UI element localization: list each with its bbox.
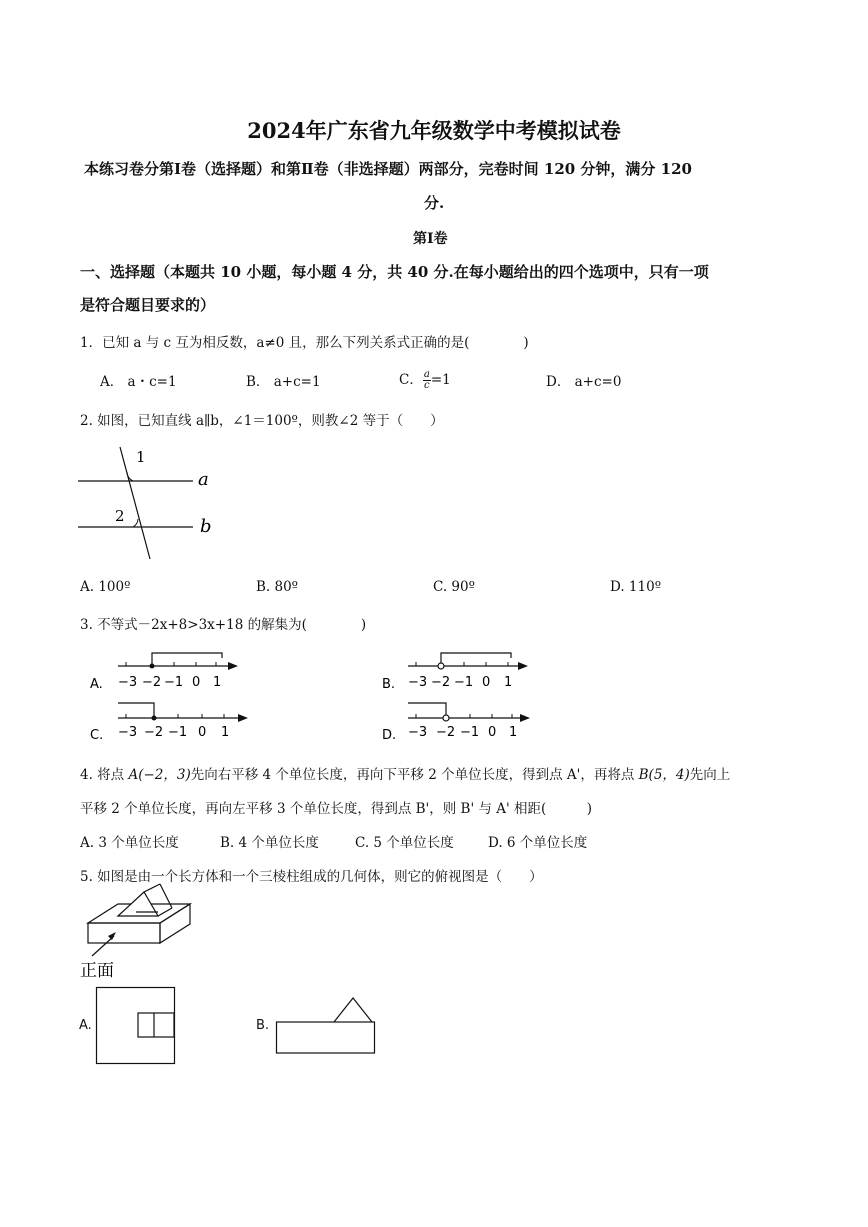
q4-line-1-pre: 4. 将点 [80, 767, 129, 783]
q4-option-d: D. 6 个单位长度 [488, 835, 588, 851]
line-a-label: a [198, 469, 209, 490]
q1-option-d: D． a+c=0 [546, 374, 622, 390]
q2-option-b: B. 80º [256, 579, 299, 595]
tick-label: 0 [198, 725, 207, 740]
intro-line-2: 分. [424, 194, 445, 212]
angle-2-arc [133, 519, 138, 527]
part1-heading-line-2: 是符合题目要求的） [80, 296, 216, 314]
q4-line-1-mid: 先向右平移 4 个单位长度，再向下平移 2 个单位长度，得到点 A'，再将点 [190, 767, 639, 783]
q4-option-b: B. 4 个单位长度 [220, 835, 319, 851]
q3-number-line-c [88, 698, 258, 743]
q1-option-c-suffix: =1 [430, 372, 451, 388]
tick-label: −1 [164, 675, 184, 690]
q5-option-a-figure [96, 987, 178, 1067]
q4-line-1-post: 先向上 [689, 767, 731, 783]
tick-label: 1 [504, 675, 513, 690]
tick-label: −1 [460, 725, 480, 740]
q2-option-d: D. 110º [610, 579, 662, 595]
q5-solid-figure [78, 890, 218, 982]
q5-option-a-label: A. [79, 1018, 92, 1033]
q5-option-b-label: B. [256, 1018, 270, 1033]
intro-line-1: 本练习卷分第Ⅰ卷（选择题）和第Ⅱ卷（非选择题）两部分，完卷时间 120 分钟，满分 120 [84, 160, 692, 178]
angle-1-arc [127, 472, 133, 481]
q2-option-c: C. 90º [433, 579, 475, 595]
angle-1-label: 1 [136, 448, 146, 466]
q1-option-a: A． a・c=1 [100, 374, 177, 390]
section-label: 第Ⅰ卷 [413, 231, 448, 247]
fraction-denominator: c [424, 380, 430, 391]
front-arrow [92, 936, 114, 956]
q4-line-1 [80, 763, 730, 783]
angle-2-label: 2 [115, 507, 125, 525]
q4-line-2: 平移 2 个单位长度，再向左平移 3 个单位长度，得到点 B'，则 B' 与 A' 相距( ) [80, 801, 593, 817]
q1-option-c-fraction [423, 370, 431, 391]
tick-label: −2 [436, 725, 456, 740]
point-b: B(5，4) [638, 767, 690, 783]
tick-label: 0 [488, 725, 497, 740]
part1-heading-line-1: 一、选择题（本题共 10 小题，每小题 4 分，共 40 分.在每小题给出的四个选项中，只有一项 [80, 263, 709, 281]
tick-label: −1 [454, 675, 474, 690]
tick-label: −1 [168, 725, 188, 740]
tick-label: 1 [213, 675, 222, 690]
tick-label: −3 [118, 675, 138, 690]
q5-option-b-figure [276, 996, 378, 1056]
q2-stem: 2. 如图，已知直线 a∥b，∠1＝100º，则教∠2 等于（ ） [80, 413, 444, 429]
tick-label: −3 [118, 725, 138, 740]
q2-option-a: A. 100º [80, 579, 131, 595]
q2-parallel-lines-figure [78, 445, 228, 565]
q3-number-line-a [88, 648, 248, 693]
fraction-numerator: a [423, 369, 430, 380]
option-d-label: D. [382, 728, 397, 743]
option-b-label: B. [382, 677, 396, 692]
line-b-label: b [200, 516, 212, 537]
document-title: 2024年广东省九年级数学中考模拟试卷 [247, 118, 621, 143]
q4-option-c: C. 5 个单位长度 [355, 835, 454, 851]
tick-label: −2 [144, 725, 164, 740]
q3-number-line-b [380, 648, 540, 693]
tick-label: 1 [509, 725, 518, 740]
front-label: 正面 [80, 961, 114, 981]
q1-option-b: B． a+c=1 [246, 374, 321, 390]
q1-option-c [399, 368, 451, 391]
tick-label: −3 [408, 675, 428, 690]
q4-option-a: A. 3 个单位长度 [80, 835, 179, 851]
tick-label: 1 [221, 725, 230, 740]
tick-label: −3 [408, 725, 428, 740]
option-c-label: C. [90, 728, 104, 743]
q3-stem: 3. 不等式－2x+8>3x+18 的解集为( ) [80, 617, 367, 633]
tick-label: −2 [431, 675, 451, 690]
q1-option-c-prefix: C． [399, 372, 423, 388]
tick-label: 0 [482, 675, 491, 690]
tick-label: 0 [192, 675, 201, 690]
q5-stem: 5. 如图是由一个长方体和一个三棱柱组成的几何体，则它的俯视图是（ ） [80, 869, 543, 885]
point-a: A(−2，3) [128, 767, 191, 783]
tick-label: −2 [142, 675, 162, 690]
q3-number-line-d [380, 698, 550, 743]
q1-stem: 1．已知 a 与 c 互为相反数，a≠0 且，那么下列关系式正确的是( ) [80, 335, 529, 351]
option-a-label: A. [90, 677, 103, 692]
